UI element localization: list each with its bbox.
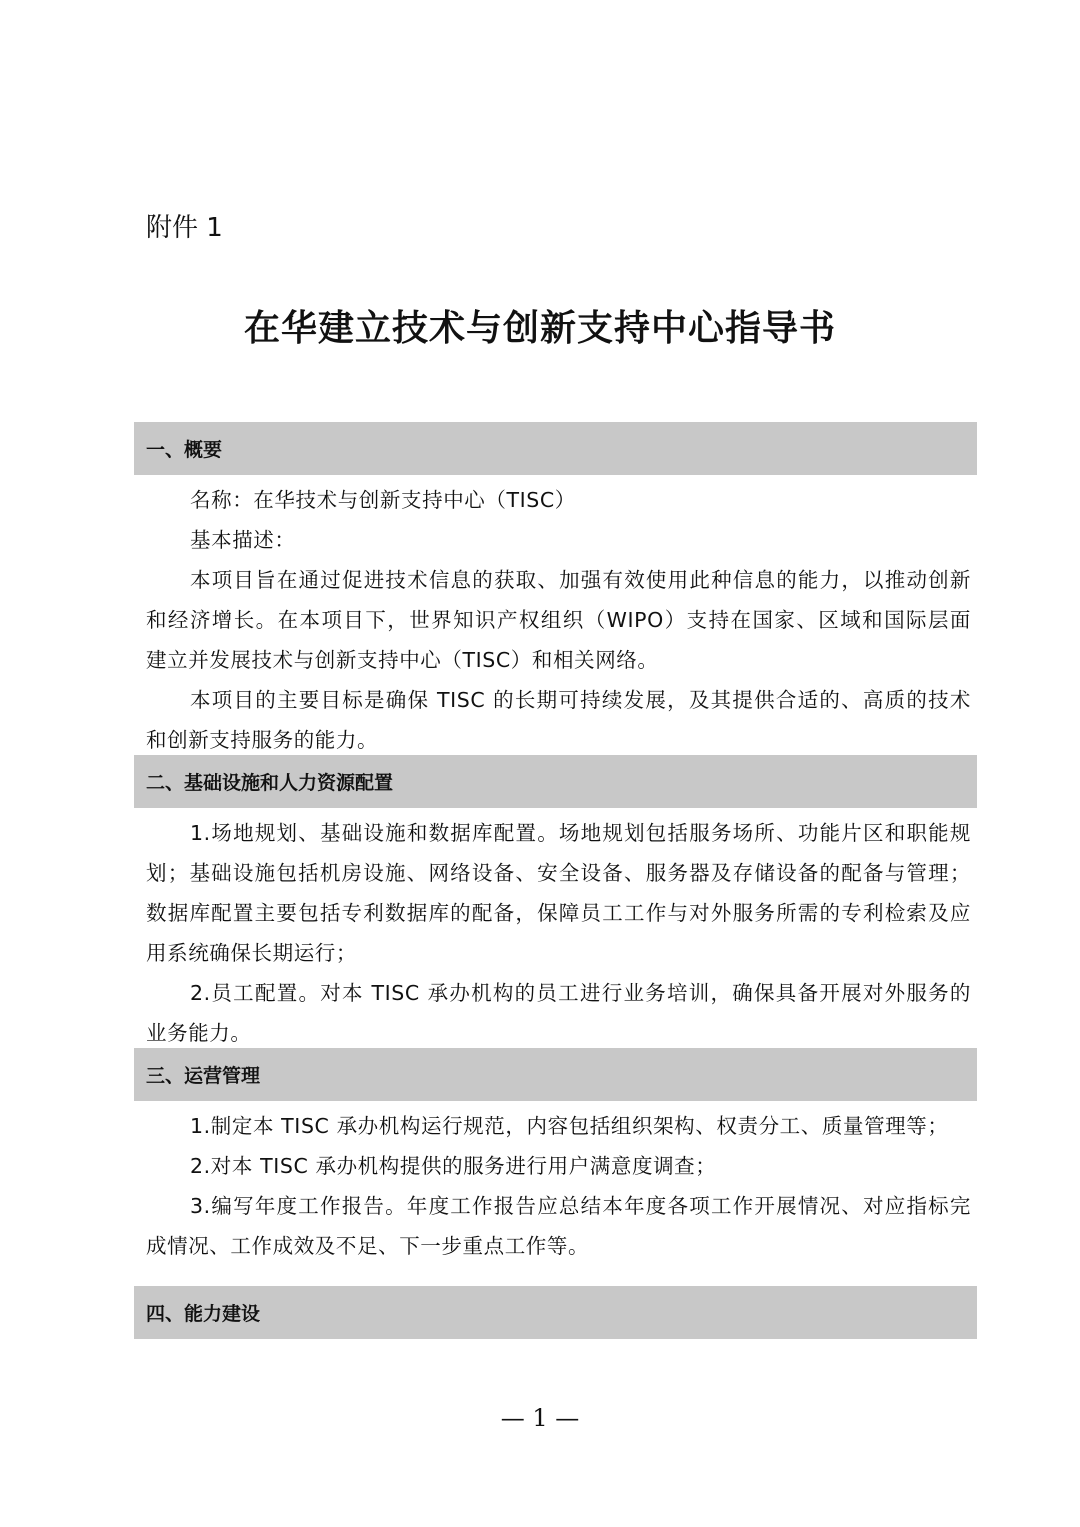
paragraph-line: 建立并发展技术与创新支持中心（TISC）和相关网络。 (146, 648, 659, 672)
paragraph-line: 3.编写年度工作报告。年度工作报告应总结本年度各项工作开展情况、对应指标完 (190, 1194, 971, 1218)
paragraph-line: 数据库配置主要包括专利数据库的配备，保障员工工作与对外服务所需的专利检索及应 (146, 901, 971, 925)
attachment-label: 附件 1 (146, 213, 223, 243)
paragraph-line: 1.场地规划、基础设施和数据库配置。场地规划包括服务场所、功能片区和职能规 (190, 821, 971, 845)
section-heading-operations: 三、运营管理 (134, 1048, 977, 1101)
paragraph-line: 本项目的主要目标是确保 TISC 的长期可持续发展，及其提供合适的、高质的技术 (190, 688, 971, 712)
paragraph-line: 名称：在华技术与创新支持中心（TISC） (190, 488, 576, 512)
paragraph-line: 和经济增长。在本项目下，世界知识产权组织（WIPO）支持在国家、区域和国际层面 (146, 608, 971, 632)
paragraph-line: 2.员工配置。对本 TISC 承办机构的员工进行业务培训，确保具备开展对外服务的 (190, 981, 971, 1005)
document-title: 在华建立技术与创新支持中心指导书 (243, 308, 836, 349)
paragraph-line: 基本描述： (190, 528, 296, 552)
paragraph-line: 用系统确保长期运行； (146, 941, 357, 965)
paragraph-line: 成情况、工作成效及不足、下一步重点工作等。 (146, 1234, 590, 1258)
paragraph-line: 2.对本 TISC 承办机构提供的服务进行用户满意度调查； (190, 1154, 717, 1178)
paragraph-line: 划；基础设施包括机房设施、网络设备、安全设备、服务器及存储设备的配备与管理； (146, 861, 971, 885)
page-number: — 1 — (500, 1404, 580, 1432)
section-heading-capacity: 四、能力建设 (134, 1286, 977, 1339)
paragraph-line: 1.制定本 TISC 承办机构运行规范，内容包括组织架构、权责分工、质量管理等； (190, 1114, 949, 1138)
paragraph-line: 业务能力。 (146, 1021, 252, 1045)
section-heading-overview: 一、概要 (134, 422, 977, 475)
section-heading-infrastructure: 二、基础设施和人力资源配置 (134, 755, 977, 808)
paragraph-line: 本项目旨在通过促进技术信息的获取、加强有效使用此种信息的能力，以推动创新 (190, 568, 971, 592)
paragraph-line: 和创新支持服务的能力。 (146, 728, 379, 752)
